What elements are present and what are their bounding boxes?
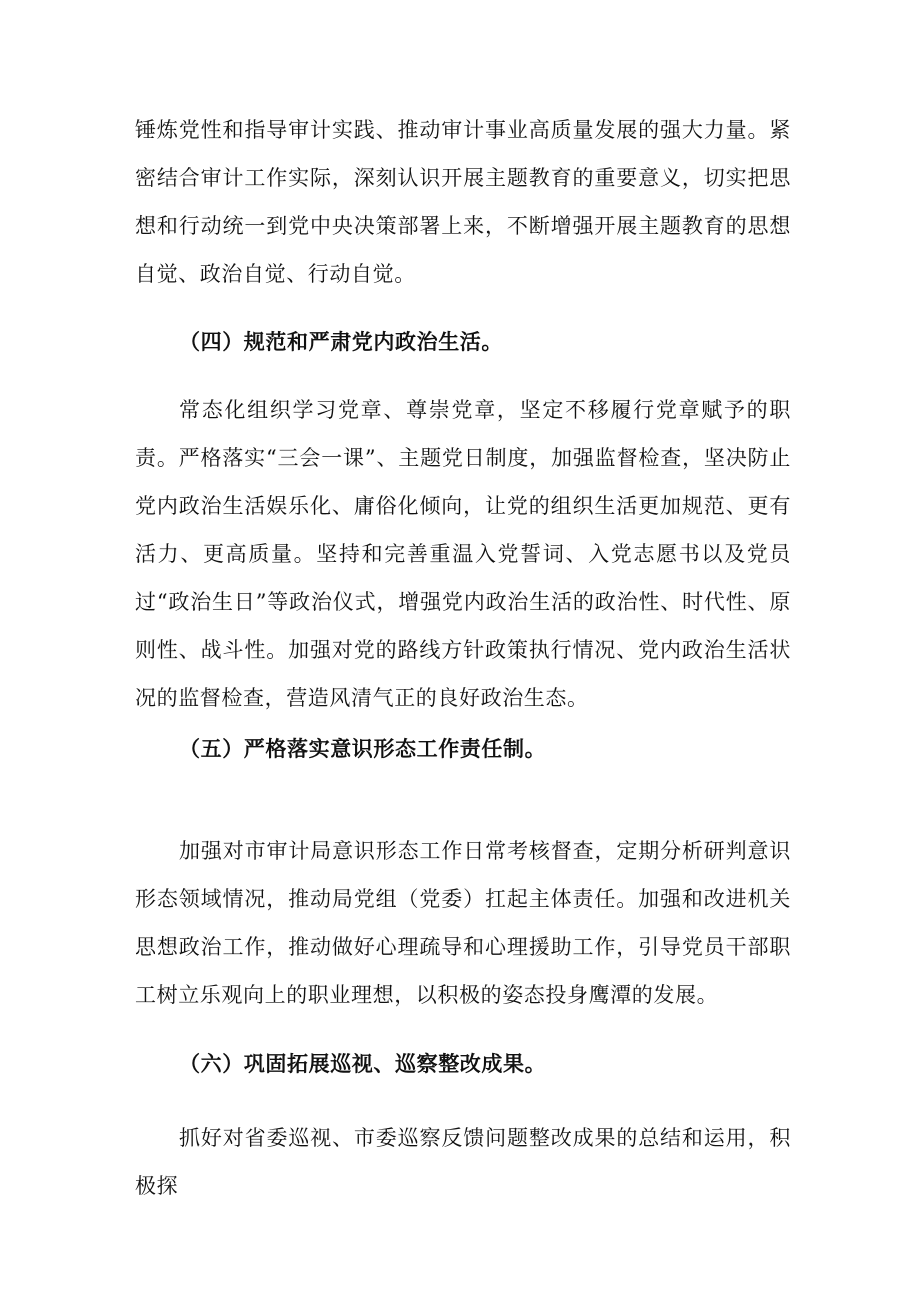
section-heading-6: （六）巩固拓展巡视、巡察整改成果。 (179, 1051, 547, 1076)
paragraph-section-4: 常态化组织学习党章、尊崇党章，坚定不移履行党章赋予的职责。严格落实“三会一课”、主题党日制度，加强监督检查，坚决防止党内政治生活娱乐化、庸俗化倾向，让党的组织生活更加规范、更有活力、更高质量。坚持和完善重温入党誓词、入党志愿书以及党员过“政治生日”等政治仪式，增强党内政治生活的政治性、时代性、原则性、战斗性。加强对党的路线方针政策执行情况、党内政治生活状况的监督检查，营造风清气正的良好政治生态。 (135, 398, 791, 710)
paragraph-continuation: 锤炼党性和指导审计实践、推动审计事业高质量发展的强大力量。紧密结合审计工作实际，深刻认识开展主题教育的重要意义，切实把思想和行动统一到党中央决策部署上来，不断增强开展主题教育的思想自觉、政治自觉、行动自觉。 (135, 118, 791, 286)
section-heading-5: （五）严格落实意识形态工作责任制。 (179, 736, 547, 761)
section-heading-4: （四）规范和严肃党内政治生活。 (179, 329, 503, 354)
paragraph-section-6: 抓好对省委巡视、市委巡察反馈问题整改成果的总结和运用，积极探 (135, 1126, 791, 1198)
paragraph-section-5: 加强对市审计局意识形态工作日常考核督查，定期分析研判意识形态领域情况，推动局党组（党委）扛起主体责任。加强和改进机关思想政治工作，推动做好心理疏导和心理援助工作，引导党员干部职工树立乐观向上的职业理想，以积极的姿态投身鹰潭的发展。 (135, 839, 791, 1007)
